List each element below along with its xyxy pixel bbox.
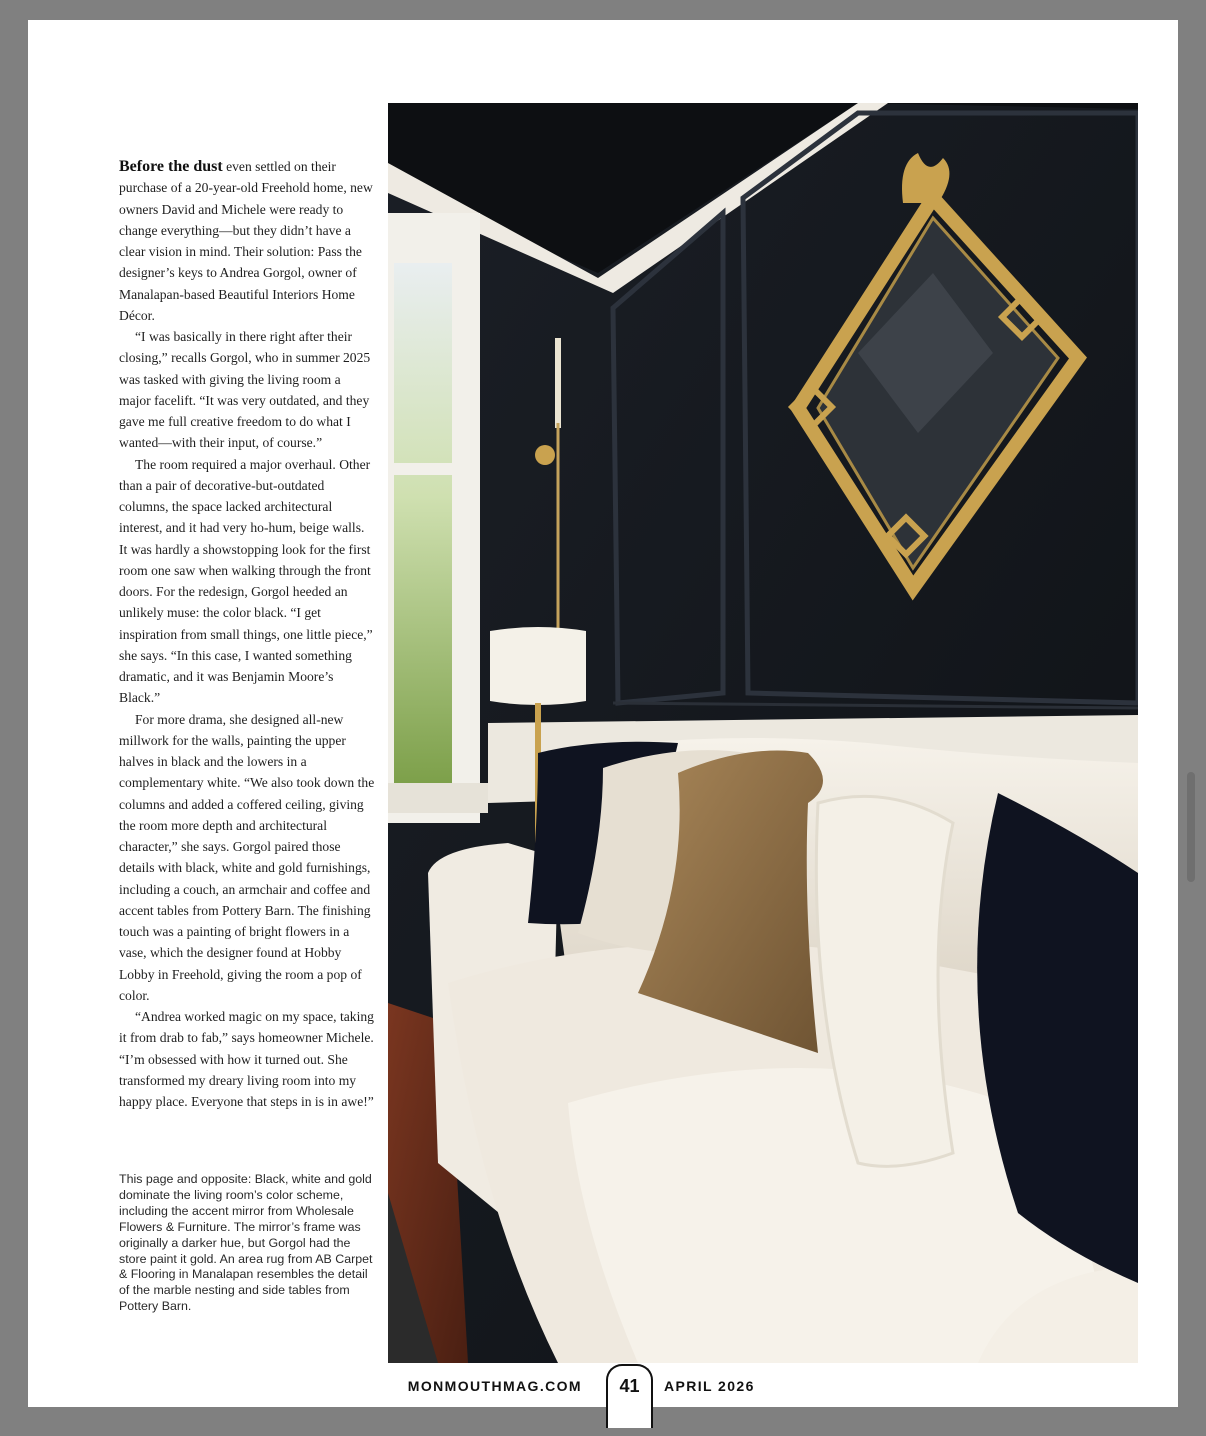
photo-caption-text: This page and opposite: Black, white and gold dominate the living room’s color scheme, including the accent mirror from Wholesale Flowers & Furniture. The mirror’s frame was originally a darker hue, but Gorgol had the store paint it gold. An area rug from AB Carpet & Flooring in Manalapan resembles the detail of the marble nesting and side tables from Pottery Barn. (119, 1172, 373, 1314)
photo-caption (119, 1172, 375, 1315)
page-number-tab (606, 1364, 653, 1428)
sconce-candle (555, 338, 561, 428)
magazine-page (28, 20, 1178, 1407)
article-paragraph-1 (119, 156, 375, 326)
page-footer (408, 1364, 768, 1428)
sconce-mount (535, 445, 555, 465)
article-paragraph-5: “Andrea worked magic on my space, taking it from drab to fab,” says homeowner Michele. “I’m obsessed with how it turned out. She transformed my dreary living room into my happy place. Everyone that steps in is in awe!” (119, 1009, 374, 1109)
footer-website: MONMOUTHMAG.COM (407, 1378, 582, 1394)
article-paragraph-2: “I was basically in there right after their closing,” recalls Gorgol, who in summer 2025 was tasked with giving the living room a major facelift. “It was very outdated, and they gave me full creative freedom to do what I wanted—with their input, of course.” (119, 329, 371, 451)
article-paragraph-4: For more drama, she designed all-new millwork for the walls, painting the upper halves in black and the lowers in a complementary white. “We also took down the columns and added a coffered ceiling, giving the room more depth and architectural character,” she says. Gorgol paired those details with black, white and gold furnishings, including a couch, an armchair and coffee and accent tables from Pottery Barn. The finishing touch was a painting of bright flowers in a vase, which the designer found at Hobby Lobby in Freehold, giving the room a pop of color. (119, 711, 375, 1003)
article-lead-in: Before the dust (119, 158, 223, 175)
article-body (119, 156, 375, 1112)
article-paragraph-1-text: even settled on their purchase of a 20-year-old Freehold home, new owners David and Michele were ready to change everything—but they didn’t have a clear vision in mind. Their solution: Pass the designer’s keys to Andrea Gorgol, owner of Manalapan-based Beautiful Interiors Home Décor. (119, 159, 373, 323)
living-room-illustration (388, 103, 1138, 1363)
table-lamp-shade (490, 627, 586, 705)
scrollbar-thumb[interactable] (1187, 772, 1195, 882)
living-room-photo (388, 103, 1138, 1363)
footer-issue-date: APRIL 2026 (664, 1378, 755, 1394)
window-glass (394, 263, 452, 783)
page-number: 41 (619, 1376, 640, 1396)
article-paragraph-3: The room required a major overhaul. Other than a pair of decorative-but-outdated columns, the space lacked architectural interest, and it had very ho-hum, beige walls. It was hardly a showstopping look for the first room one saw when walking through the front doors. For the redesign, Gorgol heeded an unlikely muse: the color black. “I get inspiration from small things, one little piece,” she says. “In this case, I wanted something dramatic, and it was Benjamin Moore’s Black.” (119, 456, 373, 706)
